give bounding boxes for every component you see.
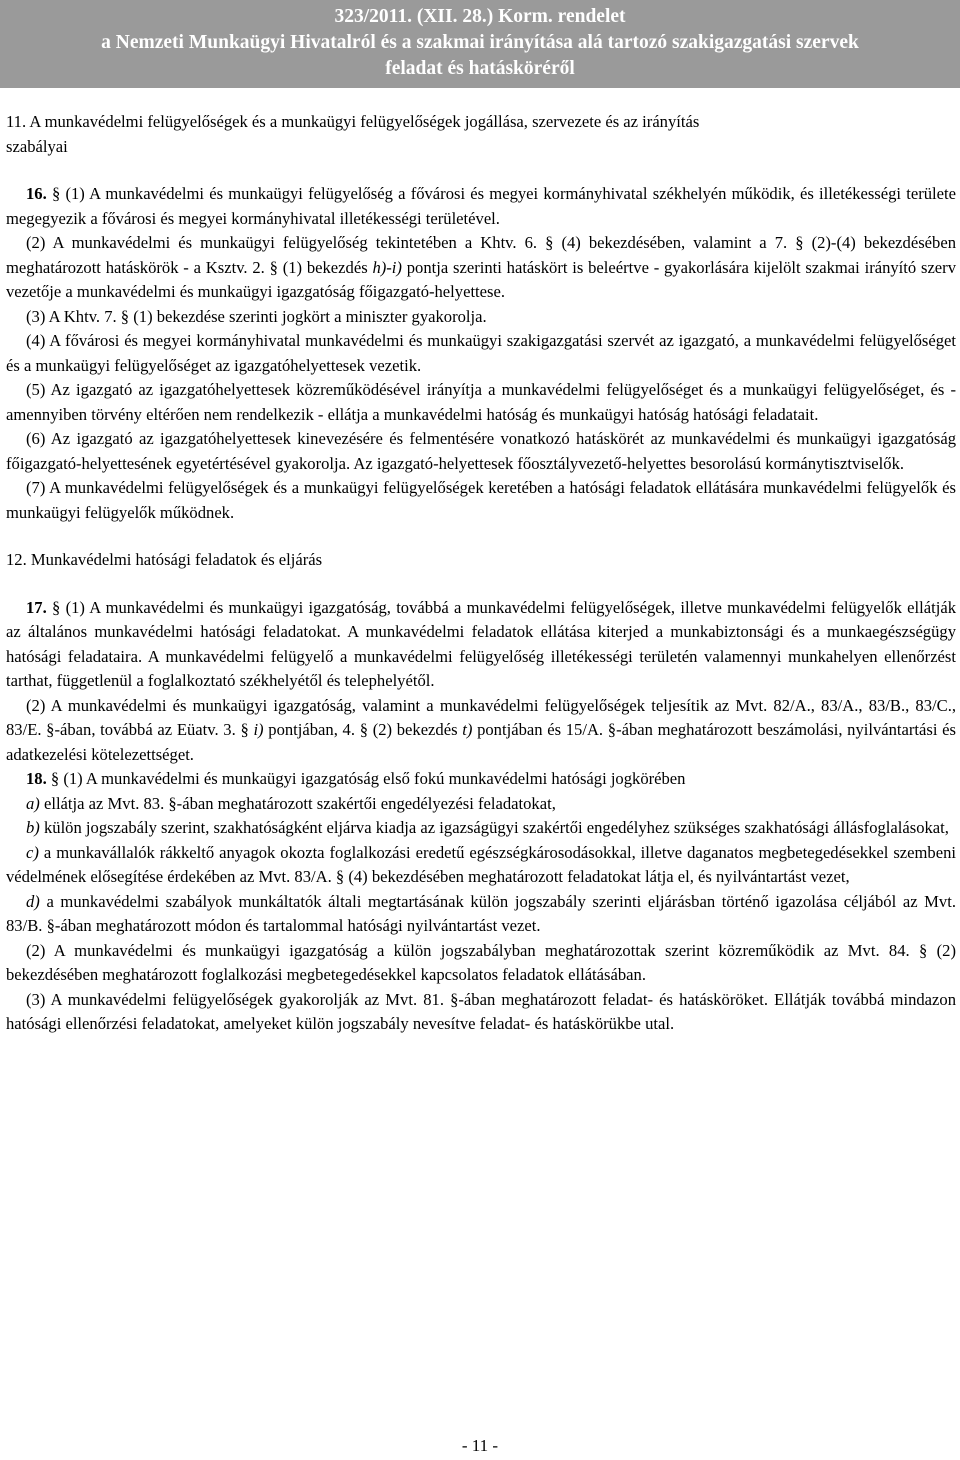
list-item-c: c) a munkavállalók rákkeltő anyagok okozta foglalkozási eredetű egészségkárosodásokkal, illetve daganatos megbetegedésekkel szembeni védelmének elősegítése érdekében az Mvt. 83/A. § (4) bekezdésében meghatározott feladatokat látja el, és nyilvántartást vezet,	[6, 842, 956, 886]
paragraph-number: 17.	[26, 597, 47, 617]
header-title-line-2: feladat és hatásköréről	[385, 58, 575, 79]
list-item-a: a) ellátja az Mvt. 83. §-ában meghatározott szakértői engedélyezési feladatokat,	[26, 793, 556, 813]
paragraph-18-3: (3) A munkavédelmi felügyelőségek gyakorolják az Mvt. 81. §-ában meghatározott feladat- és hatásköröket. Ellátják továbbá mindazon hatósági ellenőrzési feladatokat, amelyeket külön jogszabály nevesítve feladat- és hatáskörükbe utal.	[6, 989, 956, 1033]
section-11-title: 11. A munkavédelmi felügyelőségek és a munkaügyi felügyelőségek jogállása, szervezete és az irányítás szabályai	[6, 112, 700, 156]
paragraph-18-2: (2) A munkavédelmi és munkaügyi igazgatóság a külön jogszabályban meghatározottak szerint közreműködik az Mvt. 84. § (2) bekezdésében meghatározott foglalkozási megbetegedésekkel kapcsolatos feladatok ellátásában.	[6, 940, 956, 984]
paragraph-17-1: 17. § (1) A munkavédelmi és munkaügyi igazgatóság, továbbá a munkavédelmi felügyelőségek, illetve munkavédelmi felügyelők ellátják az általános munkavédelmi hatósági feladatokat. A munkavédelmi feladatok ellátása kiterjed a munkabiztonsági és a munkaegészségügy hatósági feladataira. A munkavédelmi felügyelő a munkavédelmi felügyelőség illetékességi területén valamennyi munkahelyen ellenőrzést tarthat, függetlenül a foglalkoztató székhelyétől és telephelyétől.	[6, 597, 956, 690]
paragraph-number: 16.	[26, 184, 47, 203]
list-item-b: b) külön jogszabály szerint, szakhatóságként eljárva kiadja az igazságügyi szakértői engedélyhez szükséges szakhatósági állásfoglalásokat,	[26, 818, 949, 837]
paragraph-number: 18.	[26, 769, 47, 788]
paragraph-16-1: 16. § (1) A munkavédelmi és munkaügyi felügyelőség a fővárosi és megyei kormányhivatal székhelyén működik, és illetékességi területe megegyezik a fővárosi és megyei kormányhivatal illetékességi területével.	[6, 184, 956, 228]
paragraph-16-7: (7) A munkavédelmi felügyelőségek és a munkaügyi felügyelőségek keretében a hatósági feladatok ellátására munkavédelmi felügyelők és munkaügyi felügyelők működnek.	[6, 478, 956, 522]
header-title-line: a Nemzeti Munkaügyi Hivatalról és a szakmai irányítása alá tartozó szakigazgatási szervek	[101, 32, 859, 53]
paragraph-17-2: (2) A munkavédelmi és munkaügyi igazgatóság, valamint a munkavédelmi felügyelőségek teljesítik az Mvt. 82/A., 83/A., 83/B., 83/C., 83/E. §-ában, továbbá az Eüatv. 3. § i) pontjában, 4. § (2) bekezdés t) pontjában és 15/A. §-ában meghatározott beszámolási, nyilvántartási és adatkezelési kötelezettséget.	[6, 695, 956, 764]
document-header	[0, 0, 960, 88]
paragraph-16-2: (2) A munkavédelmi és munkaügyi felügyelőség tekintetében a Khtv. 6. § (4) bekezdésében, valamint a 7. § (2)-(4) bekezdésében meghatározott hatáskörök - a Ksztv. 2. § (1) bekezdés h)-i) pontja szerinti hatáskört is beleértve - gyakorlására kijelölt szakmai irányító szerv vezetője a munkavédelmi és munkaügyi igazgatóság főigazgató-helyettese.	[6, 233, 956, 301]
list-item-d: d) a munkavédelmi szabályok munkáltatók általi megtartásának külön jogszabály szerinti eljárásban történő igazolása céljából az Mvt. 83/B. §-ában meghatározott módon és tartalommal hatósági nyilvántartást vezet.	[6, 891, 956, 935]
section-12-title: 12. Munkavédelmi hatósági feladatok és eljárás	[6, 550, 323, 569]
paragraph-16-3: (3) A Khtv. 7. § (1) bekezdése szerinti jogkört a miniszter gyakorolja.	[26, 306, 487, 326]
paragraph-16-5: (5) Az igazgató az igazgatóhelyettesek közreműködésével irányítja a munkavédelmi felügyelőséget és a munkaügyi felügyelőséget, és - amennyiben törvény eltérően nem rendelkezik - ellátja a munkavédelmi hatóság és munkaügyi hatóság hatósági feladatait.	[6, 380, 956, 424]
paragraph-18-1: 18. § (1) A munkavédelmi és munkaügyi igazgatóság első fokú munkavédelmi hatósági jogkörében	[26, 769, 686, 788]
header-decree-number: 323/2011. (XII. 28.) Korm. rendelet	[334, 6, 626, 27]
page-number: - 11 -	[461, 1436, 499, 1455]
paragraph-16-4: (4) A fővárosi és megyei kormányhivatal munkavédelmi és munkaügyi szakigazgatási szervét az igazgató, a munkavédelmi felügyelőséget és a munkaügyi felügyelőséget az igazgatóhelyettesek vezetik.	[6, 331, 956, 375]
paragraph-16-6: (6) Az igazgató az igazgatóhelyettesek kinevezésére és felmentésére vonatkozó hatáskörét az munkavédelmi és munkaügyi igazgatóság főigazgató-helyettesének egyetértésével gyakorolja. Az igazgató-helyettesek főosztályvezető-helyettes besorolású kormánytisztviselők.	[6, 429, 956, 473]
document-body	[6, 110, 956, 1037]
